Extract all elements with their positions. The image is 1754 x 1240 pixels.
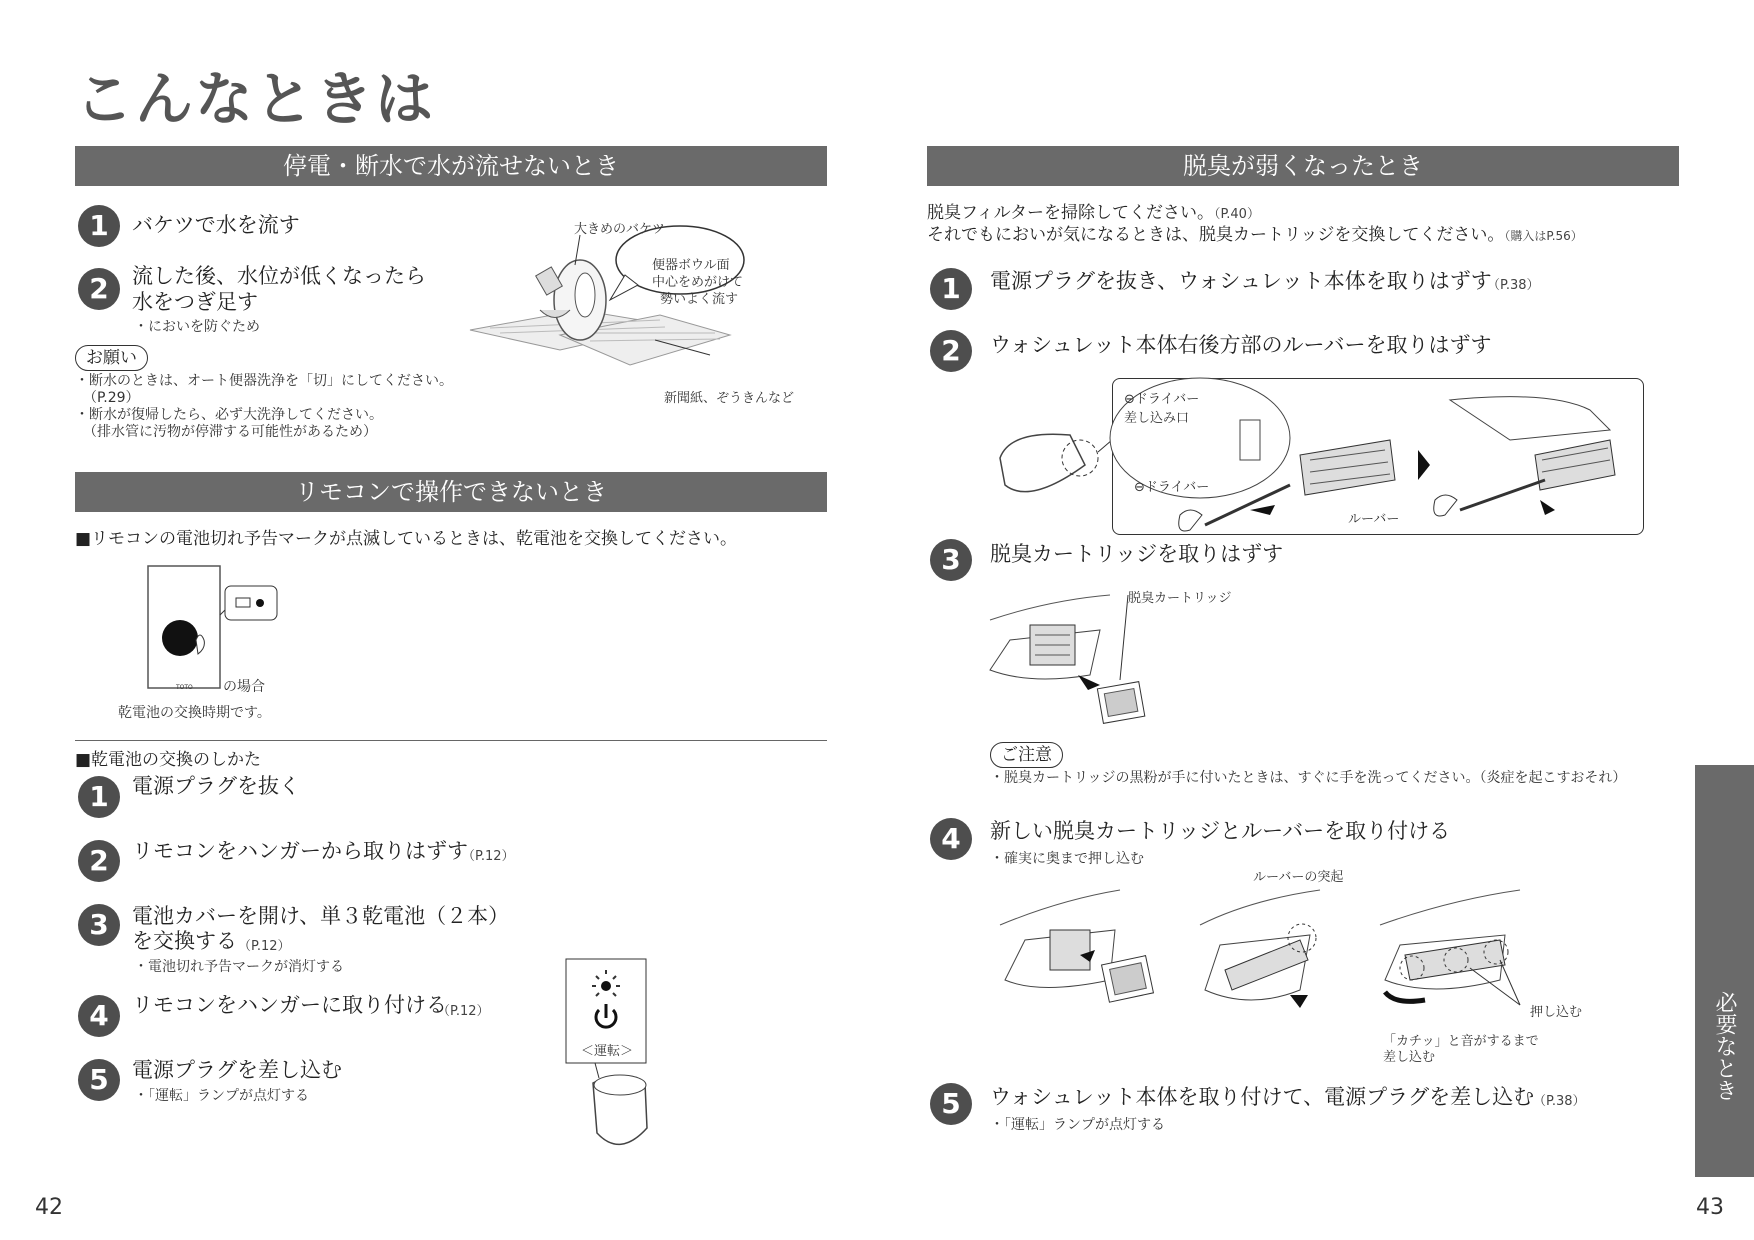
note-line: ・断水が復帰したら、必ず大洗浄してください。 xyxy=(75,407,383,423)
newspaper-label: 新聞紙、ぞうきんなど xyxy=(664,391,795,406)
step-text: 電源プラグを抜く xyxy=(132,774,300,798)
divider xyxy=(75,740,827,741)
step-number-4: 4 xyxy=(930,818,972,860)
remote-control-illustration xyxy=(140,560,290,700)
case-caption: 乾電池の交換時期です。 xyxy=(118,705,271,721)
step-text: リモコンをハンガーに取り付ける xyxy=(132,993,447,1017)
slot-label: 差し込み口 xyxy=(1124,411,1190,426)
page-number-left: 42 xyxy=(35,1195,63,1220)
step-number-2: 2 xyxy=(930,330,972,372)
louver-label: ルーバー xyxy=(1348,512,1400,527)
slot-label: ⊖ドライバー xyxy=(1124,392,1200,407)
step-subnote: ・電池切れ予告マークが消灯する xyxy=(134,959,344,975)
click-label: 差し込む xyxy=(1383,1050,1436,1065)
brand-logo: TOTO xyxy=(176,684,193,691)
click-label: 「カチッ」と音がするまで xyxy=(1383,1034,1539,1049)
page-title: こんなときは xyxy=(75,65,436,133)
step-number-5: 5 xyxy=(78,1059,120,1101)
page-ref: （P.12） xyxy=(238,939,291,954)
step-number-4: 4 xyxy=(78,995,120,1037)
step-number-3: 3 xyxy=(78,904,120,946)
request-badge: お願い xyxy=(75,345,148,371)
cartridge-removal-illustration xyxy=(990,590,1190,720)
page-ref: （P.12） xyxy=(462,849,515,864)
step-subnote: ・においを防ぐため xyxy=(134,319,260,335)
step-text: ウォシュレット本体右後方部のルーバーを取りはずす xyxy=(990,333,1492,357)
step-number-1: 1 xyxy=(930,268,972,310)
step-text: を交換する xyxy=(132,929,237,953)
run-label: ＜運転＞ xyxy=(581,1044,634,1059)
step-text: バケツで水を流す xyxy=(132,213,300,237)
section-heading-remote: リモコンで操作できないとき xyxy=(75,472,827,512)
remote-intro: ■リモコンの電池切れ予告マークが点滅しているときは、乾電池を交換してください。 xyxy=(75,529,738,549)
step-subnote: ・「運転」ランプが点灯する xyxy=(990,1117,1165,1133)
step-text: 新しい脱臭カートリッジとルーバーを取り付ける xyxy=(990,819,1451,843)
bubble-text: 中心をめがけて xyxy=(652,275,744,290)
section-heading-power-outage: 停電・断水で水が流せないとき xyxy=(75,146,827,186)
bucket-label: 大きめのバケツ xyxy=(574,222,665,237)
step-text: 電池カバーを開け、単３乾電池（２本） xyxy=(132,904,510,928)
step-text: ウォシュレット本体を取り付けて、電源プラグを差し込む xyxy=(990,1085,1535,1109)
step-subnote: ・確実に奥まで押し込む xyxy=(990,851,1144,867)
step-text: 流した後、水位が低くなったら xyxy=(132,264,426,288)
step-text: 電源プラグを差し込む xyxy=(132,1058,342,1082)
protrusion-label: ルーバーの突起 xyxy=(1253,870,1344,885)
page-ref: （P.38） xyxy=(1533,1094,1586,1109)
page-number-right: 43 xyxy=(1696,1195,1724,1220)
case-label: の場合 xyxy=(223,679,265,695)
note-line: （排水管に汚物が停滞する可能性があるため） xyxy=(83,424,377,440)
page-ref: （P.40） xyxy=(1213,207,1260,222)
step-number-1: 1 xyxy=(78,205,120,247)
step-number-1: 1 xyxy=(78,776,120,818)
cartridge-install-illustration xyxy=(1000,880,1560,1030)
bubble-text: 便器ボウル面 xyxy=(652,258,730,273)
step-text: 電源プラグを抜き、ウォシュレット本体を取りはずす xyxy=(990,269,1492,293)
step-number-5: 5 xyxy=(930,1083,972,1125)
step-text: 水をつぎ足す xyxy=(132,290,258,314)
note-line: ・断水のときは、オート便器洗浄を「切」にしてください。 xyxy=(75,373,453,389)
caution-text: ・脱臭カートリッジの黒粉が手に付いたときは、すぐに手を洗ってください。（炎症を起こすおそれ） xyxy=(990,770,1627,786)
intro-line1: 脱臭フィルターを掃除してください。 xyxy=(927,203,1214,223)
intro-line2: それでもにおいが気になるときは、脱臭カートリッジを交換してください。 xyxy=(927,225,1505,245)
battery-subheading: ■乾電池の交換のしかた xyxy=(75,750,262,770)
cartridge-label: 脱臭カートリッジ xyxy=(1128,591,1232,606)
bucket-flush-illustration xyxy=(460,215,820,410)
push-label: 押し込む xyxy=(1530,1005,1583,1020)
caution-badge: ご注意 xyxy=(990,742,1063,768)
section-heading-deodorize: 脱臭が弱くなったとき xyxy=(927,146,1679,186)
step-number-2: 2 xyxy=(78,268,120,310)
note-line: （P.29） xyxy=(83,390,140,406)
bubble-text: 勢いよく流す xyxy=(660,292,739,307)
step-text: リモコンをハンガーから取りはずす xyxy=(132,839,468,863)
page-ref: （P.12） xyxy=(437,1004,490,1019)
step-number-3: 3 xyxy=(930,539,972,581)
page-ref: （購入はP.56） xyxy=(1504,229,1583,243)
step-subnote: ・「運転」ランプが点灯する xyxy=(134,1088,309,1104)
side-tab: 必要なとき xyxy=(1695,765,1754,1177)
step-text: 脱臭カートリッジを取りはずす xyxy=(990,542,1284,566)
louver-removal-illustration xyxy=(990,380,1650,540)
intro-text xyxy=(927,220,1583,245)
page-ref: （P.38） xyxy=(1487,278,1540,293)
step-number-2: 2 xyxy=(78,840,120,882)
driver-label: ⊖ドライバー xyxy=(1134,480,1210,495)
